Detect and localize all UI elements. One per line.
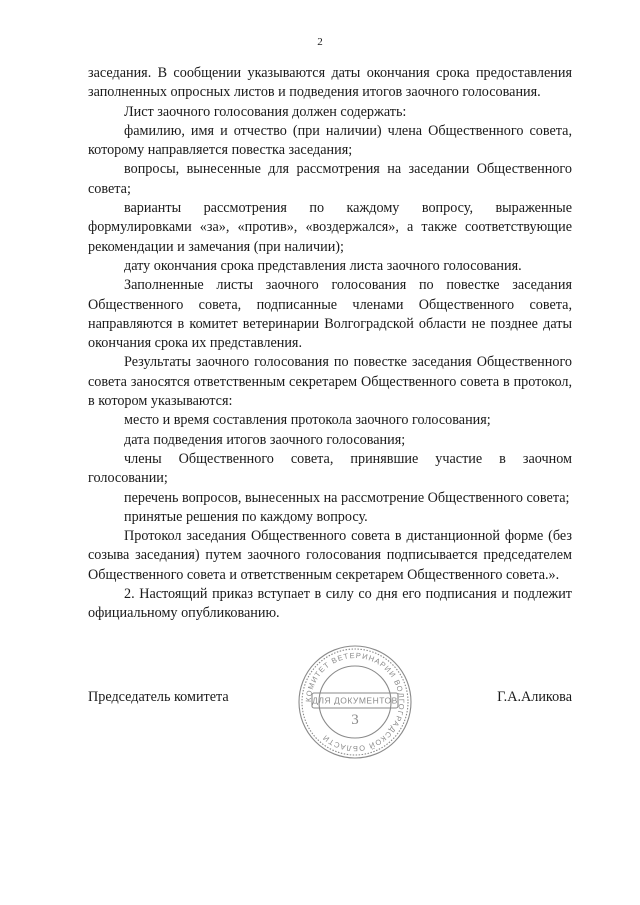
paragraph: Протокол заседания Общественного совета в дистанционной форме (без созыва заседания) путем заочного голосования подписывается председателем Общественного совета и ответственным секретарем Общественного совета.». — [88, 528, 572, 583]
stamp-number: 3 — [351, 712, 359, 728]
round-stamp — [296, 643, 414, 761]
paragraph: фамилию, имя и отчество (при наличии) члена Общественного совета, которому направляется повестка заседания; — [88, 122, 572, 159]
paragraph: Результаты заочного голосования по повестке заседания Общественного совета заносятся ответственным секретарем Общественного совета в протокол, в котором указываются: — [88, 354, 572, 410]
paragraph: дату окончания срока представления листа заочного голосования. — [124, 257, 522, 274]
paragraph: члены Общественного совета, принявшие участие в заочном голосовании; — [88, 450, 572, 487]
paragraph: Заполненные листы заочного голосования по повестке заседания Общественного совета, подписанные членами Общественного совета, направляются в комитет ветеринарии Волгоградской области не позднее даты окончания срока их представления. — [88, 277, 572, 352]
signer-title: Председатель комитета — [88, 689, 229, 705]
paragraph: Лист заочного голосования должен содержать: — [124, 103, 407, 120]
page-number: 2 — [317, 36, 323, 48]
paragraph: 2. Настоящий приказ вступает в силу со дня его подписания и подлежит официальному опубликованию. — [88, 586, 572, 622]
paragraph: варианты рассмотрения по каждому вопросу, выраженные формулировками «за», «против», «воздержался», а также соответствующие рекомендации и замечания (при наличии); — [88, 200, 572, 255]
stamp-band-text: ДЛЯ ДОКУМЕНТОВ — [312, 695, 398, 706]
paragraph: принятые решения по каждому вопросу. — [124, 508, 368, 525]
signer-name: Г.А.Аликова — [497, 689, 572, 705]
paragraph: вопросы, вынесенные для рассмотрения на заседании Общественного совета; — [88, 161, 572, 197]
stamp-outer-text: КОМИТЕТ ВЕТЕРИНАРИИ ВОЛГОГРАДСКОЙ ОБЛАСТИ — [303, 650, 407, 754]
paragraph: заседания. В сообщении указываются даты окончания срока предоставления заполненных опросных листов и подведения итогов заочного голосования. — [88, 65, 572, 101]
document-body — [88, 64, 572, 624]
paragraph: перечень вопросов, вынесенных на рассмотрение Общественного совета; — [124, 489, 570, 506]
paragraph: место и время составления протокола заочного голосования; — [124, 412, 491, 429]
stamp-seal-icon — [296, 643, 414, 761]
paragraph: дата подведения итогов заочного голосования; — [124, 431, 406, 448]
